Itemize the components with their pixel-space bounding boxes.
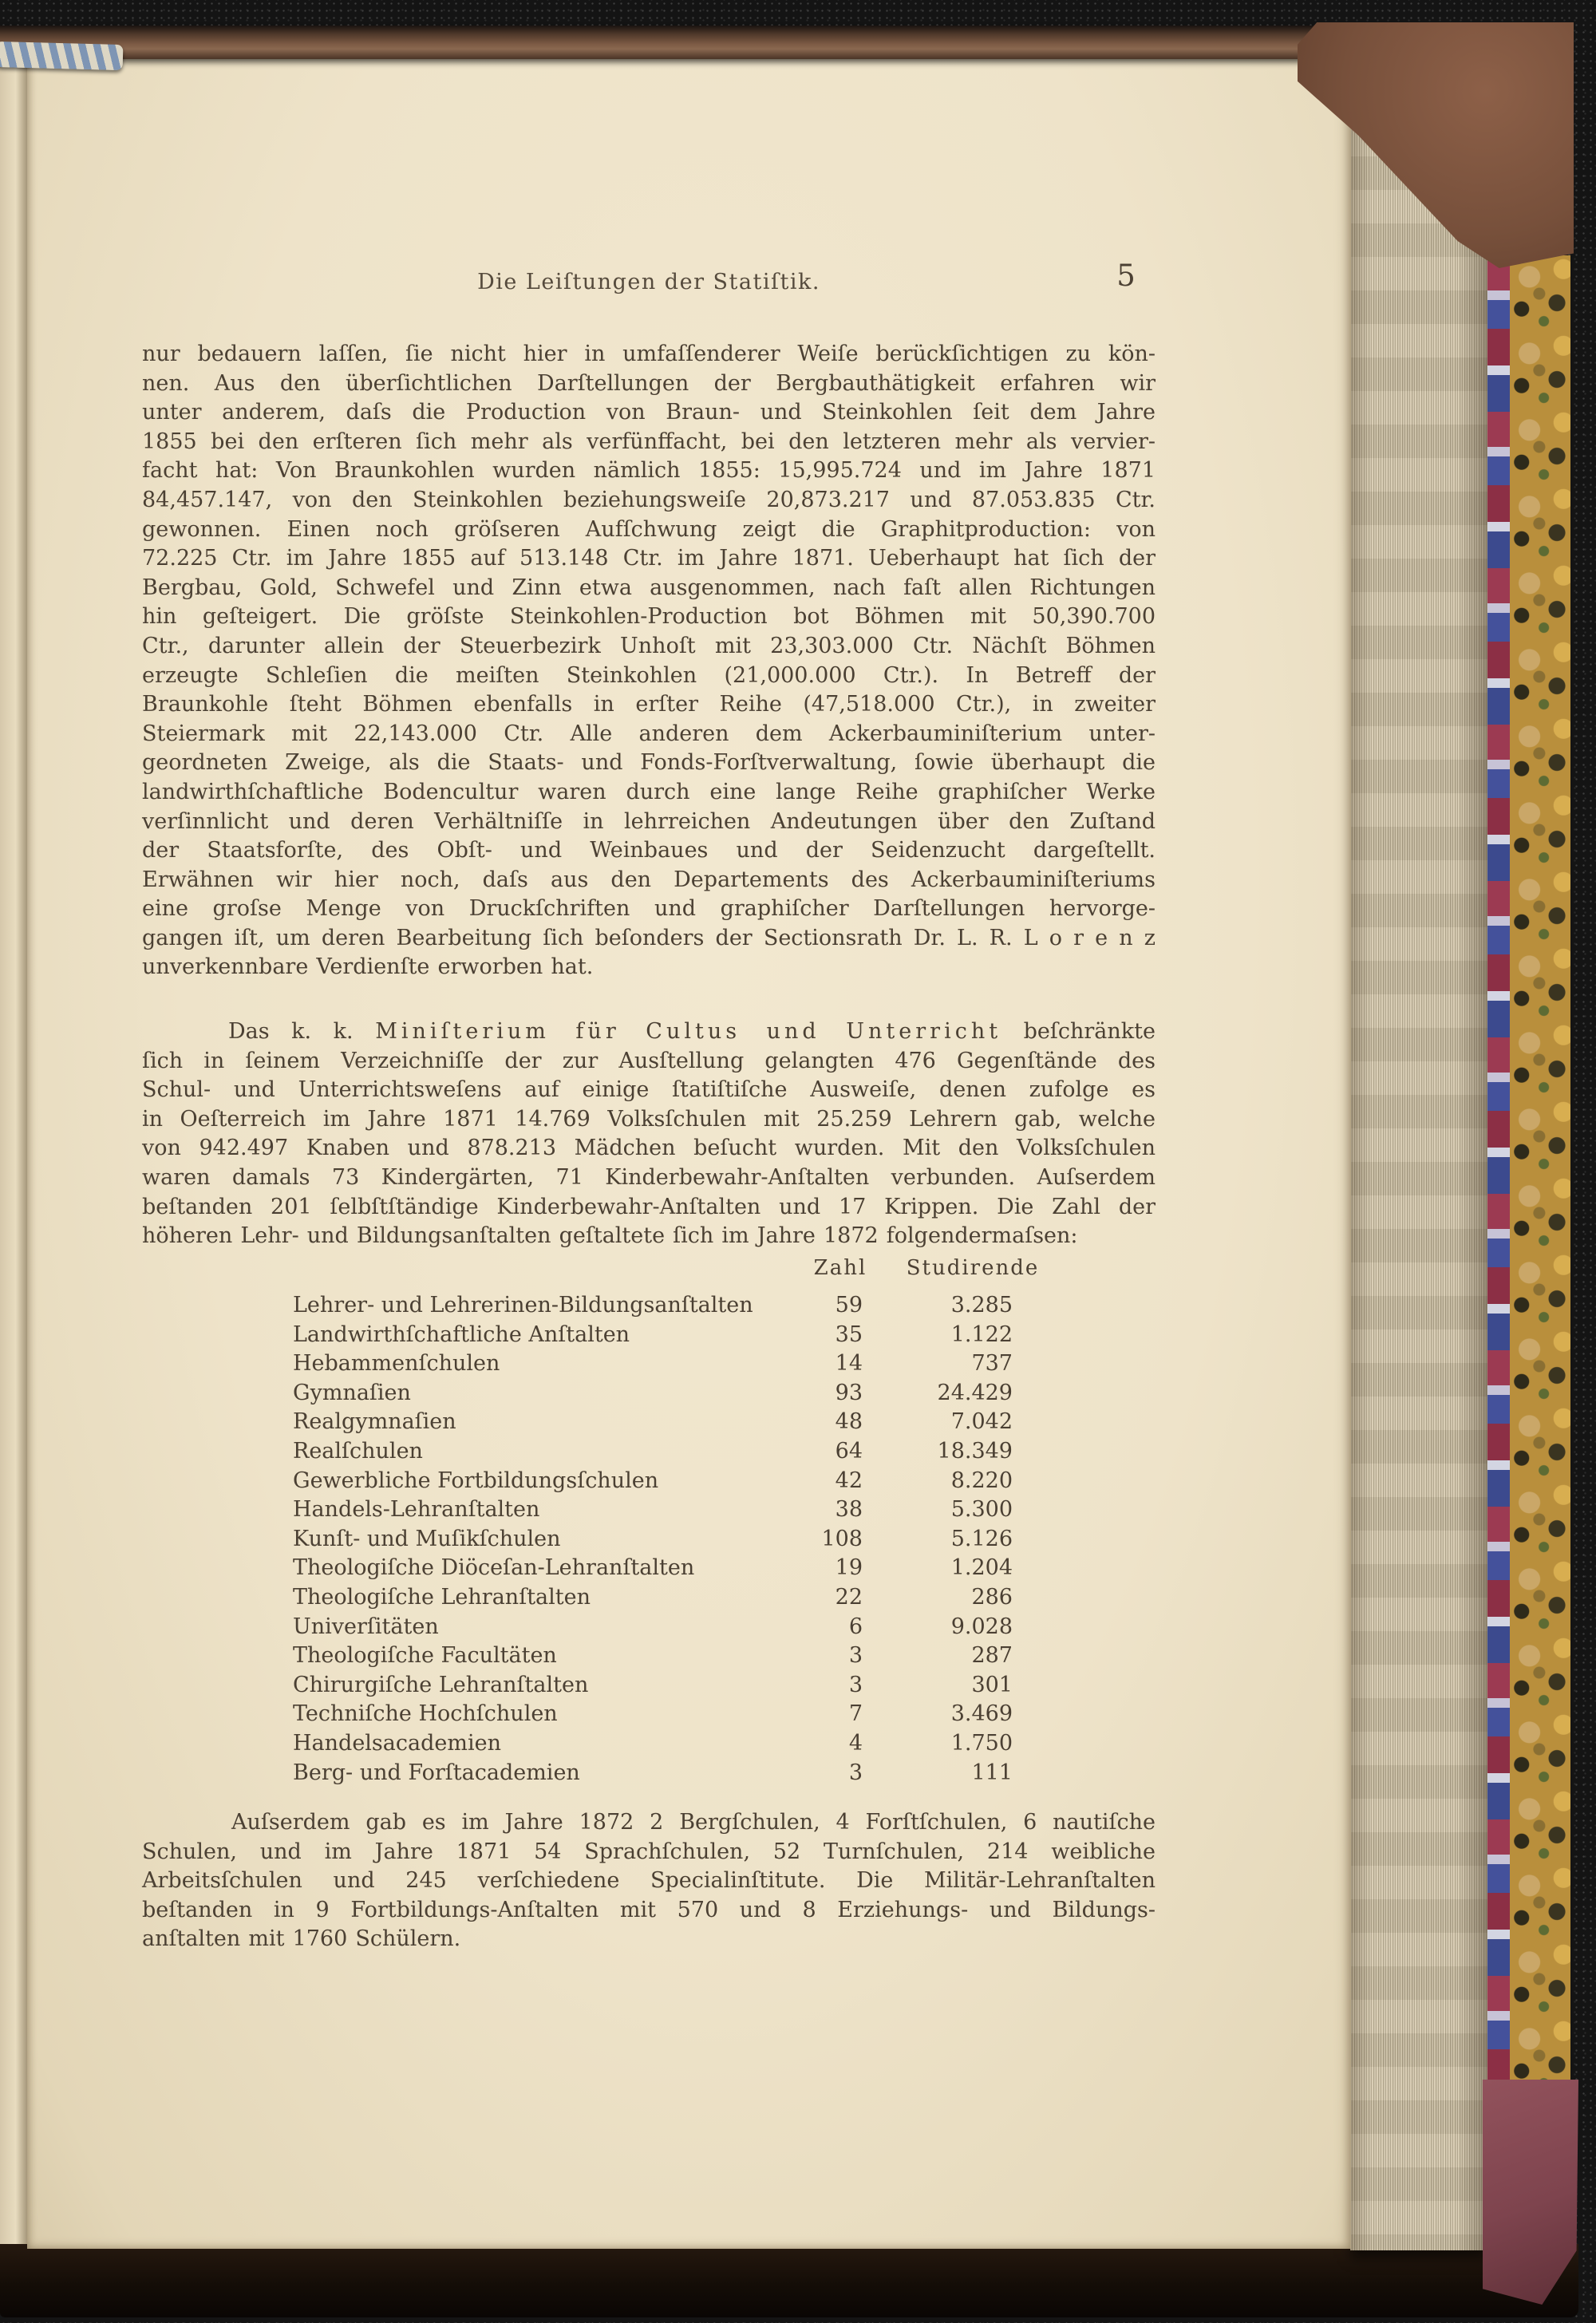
text-line: beſtanden in 9 Fortbildungs-Anſtalten mit 570 und 8 Erziehungs- und Bildungs- xyxy=(142,1897,1156,1922)
cell-institution-label: Theologiſche Diöceſan-Lehranſtalten xyxy=(293,1555,695,1581)
text-line: Bergbau, Gold, Schwefel und Zinn etwa ausgenommen, nach faſt allen Richtungen xyxy=(142,575,1156,600)
cell-count: 42 xyxy=(835,1468,863,1493)
table-row xyxy=(27,1671,1350,1701)
marbled-cover-paper xyxy=(1510,255,1570,2084)
text-line: landwirthſchaftliche Bodencultur waren durch eine lange Reihe graphiſcher Werke xyxy=(142,779,1156,804)
text-line: unverkennbare Verdienſte erworben hat. xyxy=(142,954,594,980)
cell-students: 301 xyxy=(971,1672,1013,1697)
text-line: 72.225 Ctr. im Jahre 1855 auf 513.148 Ctr. im Jahre 1871. Ueberhaupt hat ſich der xyxy=(142,546,1156,571)
cell-count: 6 xyxy=(848,1614,863,1639)
table-row xyxy=(27,1729,1350,1759)
cell-students: 8.220 xyxy=(950,1468,1013,1493)
cell-count: 3 xyxy=(848,1643,863,1669)
cell-institution-label: Theologiſche Lehranſtalten xyxy=(293,1584,591,1610)
paragraph-mining-statistics xyxy=(142,340,1156,982)
cell-institution-label: Chirurgiſche Lehranſtalten xyxy=(293,1672,589,1697)
cell-students: 111 xyxy=(971,1760,1013,1785)
cell-count: 93 xyxy=(835,1380,863,1405)
cell-count: 14 xyxy=(835,1351,863,1377)
cell-students: 1.122 xyxy=(950,1322,1013,1347)
table-row xyxy=(27,1495,1350,1525)
text-line: ſich in ſeinem Verzeichniſſe der zur Ausſtellung gelangten 476 Gegenſtände des xyxy=(142,1048,1156,1073)
table-row xyxy=(27,1759,1350,1788)
table-row xyxy=(27,1291,1350,1321)
table-row xyxy=(27,1437,1350,1467)
text-line: gangen iſt, um deren Bearbeitung ſich beſonders der Sectionsrath Dr. L. R. L o r e n z xyxy=(142,925,1156,950)
table-row xyxy=(27,1349,1350,1379)
text-line: eine groſse Menge von Druckſchriften und graphiſcher Darſtellungen hervorge- xyxy=(142,896,1156,922)
table-row xyxy=(27,1321,1350,1350)
cell-students: 287 xyxy=(971,1643,1013,1669)
cell-institution-label: Lehrer- und Lehrerinen-Bildungsanſtalten xyxy=(293,1293,753,1318)
text-run: beſchränkte xyxy=(1001,1019,1156,1044)
text-line: waren damals 73 Kindergärten, 71 Kinderbewahr-Anſtalten verbunden. Auſserdem xyxy=(142,1164,1156,1190)
text-line: gewonnen. Einen noch gröſseren Aufſchwung zeigt die Graphitproduction: von xyxy=(142,516,1156,542)
text-line: anſtalten mit 1760 Schülern. xyxy=(142,1926,461,1952)
cell-count: 22 xyxy=(835,1584,863,1610)
book-fore-edge-pages xyxy=(1350,56,1487,2250)
schools-table xyxy=(27,1291,1350,1788)
cell-institution-label: Theologiſche Facultäten xyxy=(293,1643,557,1669)
cell-count: 3 xyxy=(848,1760,863,1785)
cell-students: 24.429 xyxy=(937,1380,1013,1405)
cell-students: 5.126 xyxy=(950,1526,1013,1551)
text-line xyxy=(142,1017,1156,1047)
paragraph-other-schools xyxy=(142,1808,1156,1954)
text-line: Arbeitsſchulen und 245 verſchiedene Specialinſtitute. Die Militär-Lehranſtalten xyxy=(142,1868,1156,1894)
cell-institution-label: Techniſche Hochſchulen xyxy=(293,1701,558,1727)
cell-count: 19 xyxy=(835,1555,863,1581)
text-line: Auſserdem gab es im Jahre 1872 2 Bergſchulen, 4 Forſtſchulen, 6 nautiſche xyxy=(231,1810,1156,1835)
cell-institution-label: Handelsacademien xyxy=(293,1730,501,1756)
text-line: erzeugte Schleſien die meiſten Steinkohlen (21,000.000 Ctr.). In Betreff der xyxy=(142,662,1156,688)
cell-students: 1.204 xyxy=(950,1555,1013,1581)
cell-institution-label: Hebammenſchulen xyxy=(293,1351,500,1377)
cell-count: 108 xyxy=(821,1526,863,1551)
text-line: Ctr., darunter allein der Steuerbezirk Unhoſt mit 23,303.000 Ctr. Nächſt Böhmen xyxy=(142,633,1156,658)
cell-students: 18.349 xyxy=(937,1438,1013,1464)
running-title: Die Leiſtungen der Statiſtik. xyxy=(477,270,820,294)
text-line: 84,457.147, von den Steinkohlen beziehungsweiſe 20,873.217 und 87.053.835 Ctr. xyxy=(142,487,1156,512)
cell-institution-label: Handels-Lehranſtalten xyxy=(293,1497,540,1523)
table-row xyxy=(27,1700,1350,1729)
letterspaced-ministry-name: Miniſterium für Cultus und Unterricht xyxy=(375,1019,1002,1044)
cell-students: 3.285 xyxy=(950,1293,1013,1318)
cell-institution-label: Kunſt- und Muſikſchulen xyxy=(293,1526,561,1551)
text-line: nur bedauern laſſen, ſie nicht hier in umfaſſenderer Weiſe berückſichtigen zu kön- xyxy=(142,342,1156,366)
table-row xyxy=(27,1525,1350,1555)
text-line: Steiermark mit 22,143.000 Ctr. Alle anderen dem Ackerbauminiſterium unter- xyxy=(142,721,1156,746)
text-line: hin geſteigert. Die gröſste Steinkohlen-Production bot Böhmen mit 50,390.700 xyxy=(142,604,1156,630)
book-page xyxy=(27,53,1351,2249)
column-header-zahl: Zahl xyxy=(813,1256,867,1280)
paragraph-lines xyxy=(142,1047,1156,1251)
text-line: der Staatsforſte, des Obſt- und Weinbaues und der Seidenzucht dargeſtellt. xyxy=(142,838,1156,863)
cell-institution-label: Landwirthſchaftliche Anſtalten xyxy=(293,1322,630,1347)
cell-students: 1.750 xyxy=(950,1730,1013,1756)
cell-count: 35 xyxy=(835,1322,863,1347)
book-headband xyxy=(0,41,123,70)
text-line: geordneten Zweige, als die Staats- und Fonds-Forſtverwaltung, ſowie überhaupt die xyxy=(142,750,1156,776)
text-line: Schulen, und im Jahre 1871 54 Sprachſchulen, 52 Turnſchulen, 214 weibliche xyxy=(142,1839,1156,1864)
cell-count: 59 xyxy=(835,1293,863,1318)
text-line: Schul- und Unterrichtsweſens auf einige ſtatiſtiſche Ausweiſe, denen zufolge es xyxy=(142,1077,1156,1103)
paragraph-education-ministry xyxy=(142,1017,1156,1251)
text-line: 1855 bei den erſteren ſich mehr als verfünffacht, bei den letzteren mehr als vervier- xyxy=(142,429,1156,454)
cell-institution-label: Berg- und Forſtacademien xyxy=(293,1760,580,1785)
cell-institution-label: Realſchulen xyxy=(293,1438,423,1464)
cell-students: 737 xyxy=(971,1351,1013,1377)
cell-students: 9.028 xyxy=(950,1614,1013,1639)
cell-count: 38 xyxy=(835,1497,863,1523)
book-bottom-cover-edge xyxy=(0,2244,1578,2317)
table-row xyxy=(27,1554,1350,1583)
table-row xyxy=(27,1467,1350,1496)
table-row xyxy=(27,1408,1350,1437)
cell-institution-label: Gymnaſien xyxy=(293,1380,411,1405)
cell-count: 3 xyxy=(848,1672,863,1697)
cell-institution-label: Univerſitäten xyxy=(293,1614,439,1639)
text-line: in Oeſterreich im Jahre 1871 14.769 Volksſchulen mit 25.259 Lehrern gab, welche xyxy=(142,1106,1156,1132)
table-row xyxy=(27,1583,1350,1613)
text-line: unter anderem, daſs die Production von Braun- und Steinkohlen ſeit dem Jahre xyxy=(142,400,1156,425)
cell-count: 4 xyxy=(848,1730,863,1756)
text-line: beſtanden 201 ſelbſtſtändige Kinderbewahr-Anſtalten und 17 Krippen. Die Zahl der xyxy=(142,1194,1156,1219)
text-line: verſinnlicht und deren Verhältniſſe in lehrreichen Andeutungen über den Zuſtand xyxy=(142,808,1156,834)
underlying-page-edge xyxy=(0,57,29,2246)
schools-table-header xyxy=(27,1256,1350,1286)
text-line: nen. Aus den überſichtlichen Darſtellungen der Bergbauthätigkeit erfahren wir xyxy=(142,370,1156,396)
cell-institution-label: Realgymnaſien xyxy=(293,1409,456,1435)
text-line: höheren Lehr- und Bildungsanſtalten geſtaltete ſich im Jahre 1872 folgendermaſsen: xyxy=(142,1223,1078,1249)
cell-count: 7 xyxy=(848,1701,863,1727)
page-number: 5 xyxy=(1116,259,1136,293)
cell-students: 286 xyxy=(971,1584,1013,1610)
marbled-endpaper-sliver xyxy=(1487,255,1510,2084)
cell-students: 5.300 xyxy=(950,1497,1013,1523)
table-row xyxy=(27,1379,1350,1408)
cell-count: 64 xyxy=(835,1438,863,1464)
cell-students: 3.469 xyxy=(950,1701,1013,1727)
text-run: Das k. k. xyxy=(228,1019,376,1044)
text-line: von 942.497 Knaben und 878.213 Mädchen beſucht wurden. Mit den Volksſchulen xyxy=(142,1136,1156,1161)
cell-students: 7.042 xyxy=(950,1409,1013,1435)
cell-count: 48 xyxy=(835,1409,863,1435)
text-line: facht hat: Von Braunkohlen wurden nämlich 1855: 15,995.724 und im Jahre 1871 xyxy=(142,458,1156,484)
cell-institution-label: Gewerbliche Fortbildungsſchulen xyxy=(293,1468,659,1493)
table-row xyxy=(27,1613,1350,1642)
table-row xyxy=(27,1642,1350,1671)
text-line: Erwähnen wir hier noch, daſs aus den Departements des Ackerbauminiſteriums xyxy=(142,867,1156,892)
column-header-studirende: Studirende xyxy=(906,1256,1040,1280)
text-line: Braunkohle ſteht Böhmen ebenfalls in erſter Reihe (47,518.000 Ctr.), in zweiter xyxy=(142,692,1156,717)
